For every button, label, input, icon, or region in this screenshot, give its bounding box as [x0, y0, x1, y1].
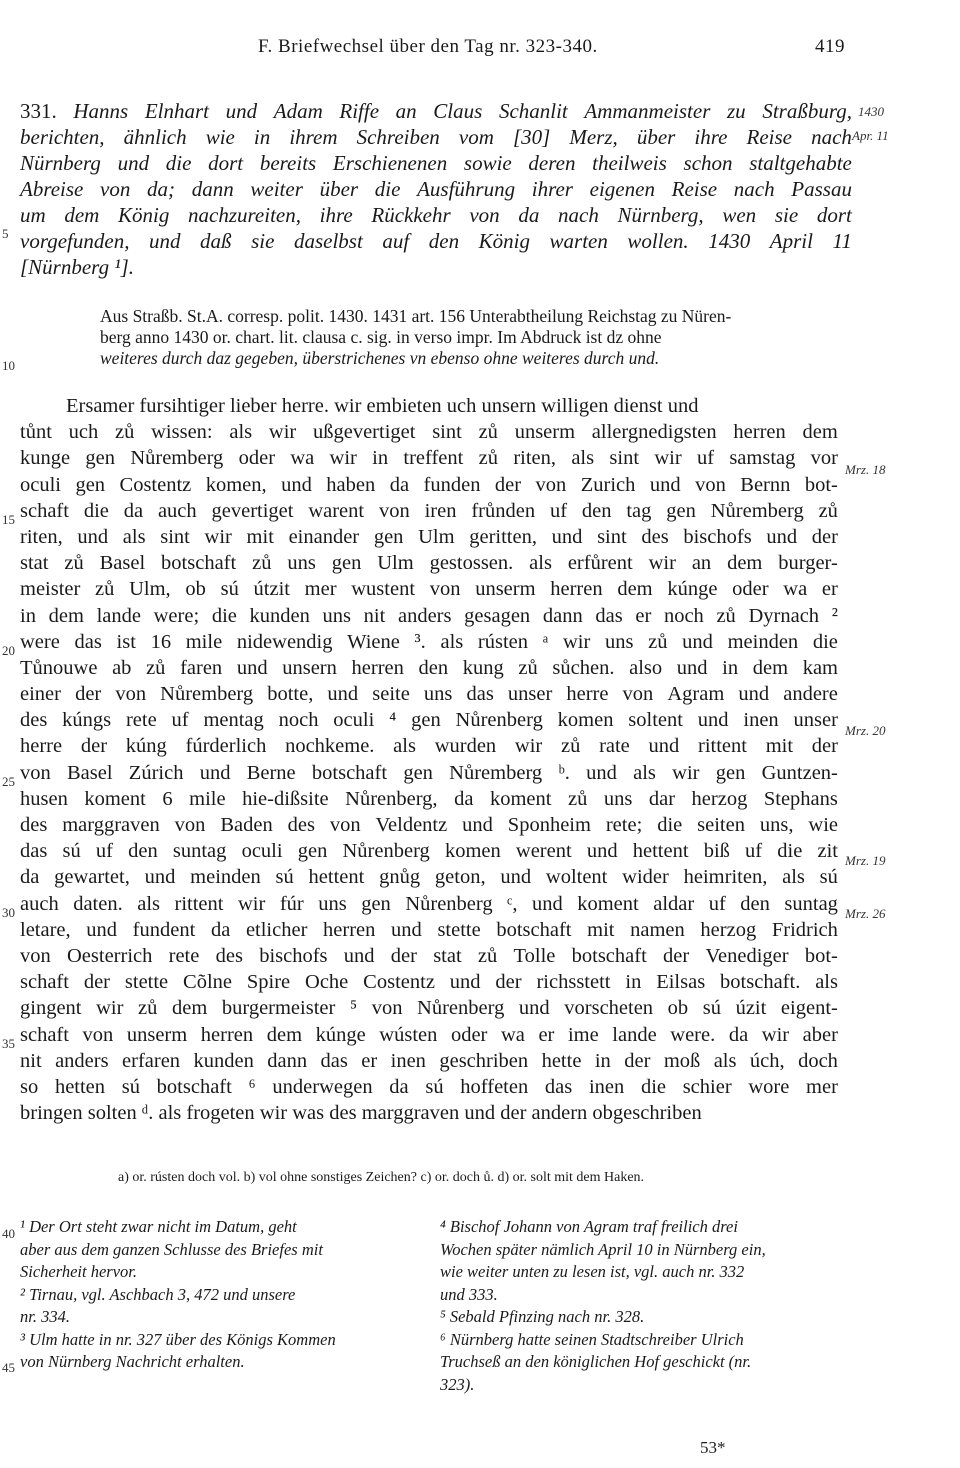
document-number: 331. — [20, 99, 57, 123]
source-line: Aus Straßb. St.A. corresp. polit. 1430. 1431 art. 156 Unterabtheilung Reichstag zu Nüren- — [100, 306, 732, 326]
heading-margin-date: Apr. 11 — [852, 128, 889, 143]
footnote-line: ² Tirnau, vgl. Aschbach 3, 472 und unsere — [20, 1284, 296, 1304]
body-line: in dem lande were; die kunden uns nit anders gesagen dann das er noch zů Dyrnach ² — [20, 604, 838, 627]
body-line: husen koment 6 mile hie-dißsite Nůrenberg, da koment zů uns dar herzog Stephans — [20, 787, 838, 810]
body-line: tůnt uch zů wissen: als wir ußgevertiget sint zů unserm allergnedigsten herren dem — [20, 421, 838, 444]
line-number: 15 — [2, 512, 15, 527]
body-line: einer der von Nůremberg botte, und seite uns das unser herre von Agram und andere — [20, 683, 838, 706]
heading-line: um dem König nachzureiten, ihre Rückkehr von da nach Nürnberg, wen sie dort — [20, 203, 852, 227]
body-line: riten, und als sint wir mit einander gen Ulm geritten, und sint des bischofs und der — [20, 525, 838, 548]
margin-date: Mrz. 18 — [845, 462, 886, 477]
line-number: 5 — [2, 226, 9, 241]
body-line: oculi gen Costentz komen, und haben da funden der von Zurich und von Bernn bot- — [20, 473, 838, 496]
heading-margin-year: 1430 — [858, 104, 884, 119]
source-line: weiteres durch daz gegeben, überstrichenes vn ebenso ohne weiteres durch und. — [100, 348, 660, 368]
textual-notes: a) or. rústen doch vol. b) vol ohne sonstiges Zeichen? c) or. doch ů. d) or. solt mit dem Haken. — [118, 1170, 645, 1185]
heading-text: [Nürnberg ¹]. — [20, 255, 135, 279]
footnote-line: von Nürnberg Nachricht erhalten. — [20, 1352, 245, 1371]
footnotes-left — [20, 1216, 400, 1374]
body-line: des marggraven von Baden des von Veldentz und Sponheim rete; die seiten uns, wie — [20, 814, 838, 836]
source-line: berg anno 1430 or. chart. lit. clausa c. sig. in verso impr. Im Abdruck ist dz ohne — [100, 327, 662, 347]
signature-mark: 53* — [700, 1438, 726, 1457]
margin-date: Mrz. 19 — [845, 853, 886, 868]
body-line: stat zů Basel botschaft zů uns gen Ulm gestossen. als erfůrent wir an dem burger- — [20, 552, 838, 575]
body-line: schaft von unserm herren dem kúnge wústen oder wa er ime lande were. da wir aber — [20, 1023, 838, 1046]
letter-body — [20, 393, 838, 1126]
heading-line: Nürnberg und die dort bereits Erschienenen sowie deren theilweis schon staltgehabte — [20, 151, 852, 175]
line-number: 40 — [2, 1226, 15, 1241]
body-line: herre der kúng fúrderlich nochkeme. als wurden wir zů rate und rittent mit der — [20, 735, 838, 758]
line-number: 20 — [2, 643, 15, 658]
body-line: kunge gen Nůremberg oder wa wir in treffent zů riten, als sint wir uf samstag vor — [20, 447, 838, 470]
line-number: 30 — [2, 905, 15, 920]
margin-date: Mrz. 20 — [845, 723, 886, 738]
footnote-line: wie weiter unten zu lesen ist, vgl. auch nr. 332 — [440, 1262, 745, 1281]
body-line: auch daten. als rittent wir fúr uns gen Nůrenberg ᶜ, und koment aldar uf den suntag — [20, 892, 838, 915]
heading-line — [20, 254, 852, 280]
page-number: 419 — [815, 36, 845, 57]
footnote-line: Truchseß an den königlichen Hof geschickt (nr. — [440, 1352, 752, 1371]
footnote-line: ⁵ Sebald Pfinzing nach nr. 328. — [440, 1307, 645, 1326]
body-line: were das ist 16 mile nidewendig Wiene ³. als rústen ᵃ wir uns zů und meinden die — [20, 630, 838, 653]
heading-line: berichten, ähnlich wie in ihrem Schreiben vom [30] Merz, über ihre Reise nach — [20, 125, 852, 149]
body-line: bringen solten ᵈ. als frogeten wir was des marggraven und der andern obgeschriben — [20, 1102, 702, 1125]
body-line: das sú uf den suntag oculi gen Nůrenberg komen werent und hettent biß uf die zit — [20, 840, 838, 863]
footnote-line: ³ Ulm hatte in nr. 327 über des Königs Kommen — [20, 1329, 336, 1349]
footnote-line: nr. 334. — [20, 1307, 70, 1326]
heading-line: 331. Hanns Elnhart und Adam Riffe an Claus Schanlit Ammanmeister zu Straßburg, — [20, 99, 852, 123]
source-note — [100, 306, 840, 369]
body-line: da gewartet, und meinden sú hettent gnůg geton, und woltent wider heimriten, als sú — [20, 866, 838, 889]
heading-line: Abreise von da; dann weiter über die Ausführung ihrer eigenen Reise nach Passau — [20, 177, 852, 201]
body-line: gingent wir zů dem burgermeister ⁵ von Nůrenberg und vorscheten ob sú úzit eigent- — [20, 997, 838, 1020]
body-line: von Basel Zúrich und Berne botschaft gen Nůremberg ᵇ. und als wir gen Guntzen- — [20, 761, 838, 784]
body-line: so hetten sú botschaft ⁶ underwegen da sú hoffeten das inen die schier wore mer — [20, 1075, 838, 1098]
body-line: schaft die da auch gevertiget warent von iren frůnden uf den tag gen Nůremberg zů — [20, 499, 838, 522]
footnote-line: 323). — [440, 1374, 475, 1394]
line-number: 10 — [2, 358, 15, 373]
body-line: Ersamer fursihtiger lieber herre. wir embieten uch unsern willigen dienst und — [66, 395, 699, 417]
body-line: Tůnouwe ab zů faren und unsern herren den kung zů sůchen. also und in dem kam — [20, 656, 838, 679]
footnote-line: und 333. — [440, 1284, 498, 1304]
body-line: meister zů Ulm, ob sú útzit mer wustent von unserm herren dem kúnge oder wa er — [20, 578, 838, 601]
body-line: schaft der stette Cõlne Spire Oche Costentz und der richsstett in Eilsas botschaft. als — [20, 971, 838, 994]
footnote-line: ⁶ Nürnberg hatte seinen Stadtschreiber Ulrich — [440, 1329, 744, 1349]
footnote-line: Wochen später nämlich April 10 in Nürnberg ein, — [440, 1239, 766, 1259]
body-line: des kúngs rete uf mentag noch oculi ⁴ gen Nůrenberg komen soltent und inen unser — [20, 709, 838, 732]
heading-line: vorgefunden, und daß sie daselbst auf den König warten wollen. 1430 April 11 — [20, 229, 852, 253]
footnote-line: ⁴ Bischof Johann von Agram traf freilich drei — [440, 1217, 738, 1236]
margin-date: Mrz. 26 — [845, 906, 886, 921]
footnote-line: Sicherheit hervor. — [20, 1262, 138, 1281]
footnotes-right — [440, 1216, 820, 1396]
footnote-line: aber aus dem ganzen Schlusse des Briefes mit — [20, 1239, 323, 1259]
line-number: 45 — [2, 1360, 15, 1375]
document-heading — [20, 98, 852, 280]
line-number: 35 — [2, 1036, 15, 1051]
body-line: letare, und fundent da etlicher herren und stette botschaft mit namen herzog Fridrich — [20, 918, 838, 941]
line-number: 25 — [2, 774, 15, 789]
running-title: F. Briefwechsel über den Tag nr. 323-340. — [258, 36, 598, 57]
footnote-line: ¹ Der Ort steht zwar nicht im Datum, geht — [20, 1217, 297, 1236]
body-line: nit anders erfaren kunden dann das er inen geschriben hette in der moß als úch, doch — [20, 1049, 838, 1072]
body-line: von Oesterrich rete des bischofs und der stat zů Tolle botschaft der Venediger bot- — [20, 944, 838, 967]
